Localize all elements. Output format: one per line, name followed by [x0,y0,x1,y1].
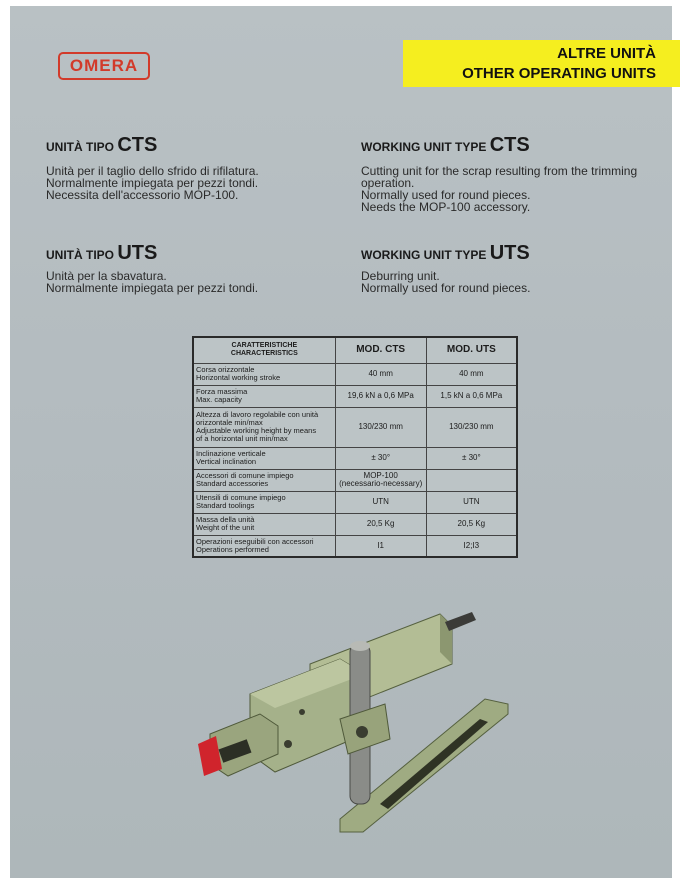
banner-title-en: OTHER OPERATING UNITS [462,65,656,82]
table-row [193,469,517,491]
row-label: Massa della unità Weight of the unit [193,513,335,535]
cts-text-it: Unità per il taglio dello sfrido di rifilatura. Normalmente impiegata per pezzi tondi. Necessita dell'accessorio MOP-100. [46,164,259,202]
row-label: Inclinazione verticale Vertical inclination [193,447,335,469]
uts-text-en: Deburring unit. Normally used for round pieces. [361,269,531,295]
characteristics-header: CARATTERISTICHE CHARACTERISTICS [193,337,335,363]
cts-value: 130/230 mm [335,407,426,447]
row-label: Utensili di comune impiego Standard toolings [193,491,335,513]
column-top [350,641,370,651]
uts-value: 1,5 kN a 0,6 MPa [426,385,517,407]
cts-value: I1 [335,535,426,557]
cts-heading-it: UNITÀ TIPO CTS [46,134,158,156]
row-label: Accessori di comune impiego Standard accessories [193,469,335,491]
piston-rod [445,612,476,631]
uts-heading-en: WORKING UNIT TYPE UTS [361,242,530,264]
table-header-row [193,337,517,363]
cts-text-en: Cutting unit for the scrap resulting from the trimming operation. Normally used for round pieces. Needs the MOP-100 accessory. [361,164,638,214]
cts-value: UTN [335,491,426,513]
clamp-bolt [356,726,368,738]
table-row [193,407,517,447]
cts-value: 40 mm [335,363,426,385]
uts-value: ± 30° [426,447,517,469]
uts-value: 130/230 mm [426,407,517,447]
banner-title-it: ALTRE UNITÀ [557,45,656,62]
uts-value: 20,5 Kg [426,513,517,535]
table-row [193,363,517,385]
row-label: Operazioni eseguibili con accessori Operations performed [193,535,335,557]
section-banner [403,40,680,87]
housing-screw [299,709,305,715]
rail-slot [380,719,488,809]
brochure-page [10,6,672,878]
table-row [193,385,517,407]
cts-value: MOP-100 (necessario-necessary) [335,469,426,491]
uts-value: I2;I3 [426,535,517,557]
table-row [193,513,517,535]
table-row [193,535,517,557]
characteristics-table [192,336,518,558]
mod-uts-header: MOD. UTS [426,337,517,363]
cts-value: ± 30° [335,447,426,469]
cts-heading-en: WORKING UNIT TYPE CTS [361,134,530,156]
omera-logo: OMERA [58,52,150,80]
row-label: Corsa orizzontale Horizontal working stroke [193,363,335,385]
uts-text-it: Unità per la sbavatura. Normalmente impiegata per pezzi tondi. [46,269,259,295]
table-row [193,447,517,469]
cts-value: 19,6 kN a 0,6 MPa [335,385,426,407]
row-label: Forza massima Max. capacity [193,385,335,407]
cts-value: 20,5 Kg [335,513,426,535]
housing-screw [284,740,292,748]
row-label: Altezza di lavoro regolabile con unità orizzontale min/max Adjustable working height by means of a horizontal unit min/max [193,407,335,447]
mod-cts-header: MOD. CTS [335,337,426,363]
uts-heading-it: UNITÀ TIPO UTS [46,242,158,264]
cts-unit-photo [190,604,530,834]
uts-value: UTN [426,491,517,513]
table-row [193,491,517,513]
uts-value: 40 mm [426,363,517,385]
uts-value [426,469,517,491]
